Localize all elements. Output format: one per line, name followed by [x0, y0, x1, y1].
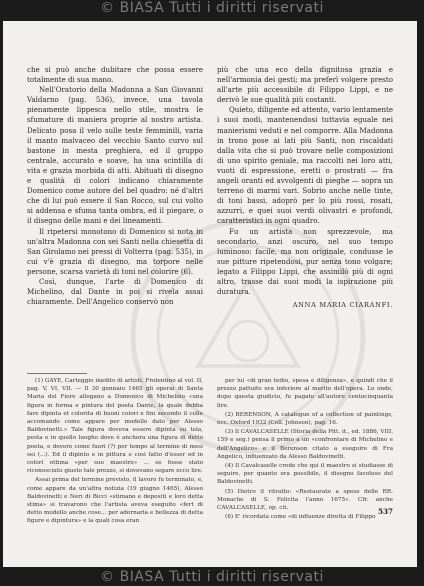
paragraph: Quieto, diligente ed attento, vario lentamente i suoi modi, mantenendosi tuttavia eguale nei manierismi vedutì e nel comporre. Alla Madonna in trono pose ai lati più Santi, non riscaldati dalla vita che si può trovare nelle composizioni di uno spirito geniale, ma raccolti nei loro atti, vuoti di espressione, eretti o prostrati — fra angeli oranti ed avvolgenti di pieghe — sopra un terreno di marmi vari. Sobrio anche nelle tinte, di toni bassi, adoprò per lo più rossi, rosati, azzurri, e quei suoi verdi olivastri e profondi, caratteristici in ogni quadro. [217, 105, 393, 226]
footnote: (3) Il CAVALCASELLE (Storia della Pitt. it., ed. 1886, VIII, 159 e seg.) pensa il primo a un «confrontare di Michelino e dell'Angelico» e il Berenson citato a eseguire di Fra Angelico, influenzato da Alesso Baldovinetti. [217, 429, 393, 460]
footnote: (6) E' ricordata come «di influenze diretta di Filippo [225, 514, 376, 521]
page-number: 537 [377, 507, 393, 516]
footnote: Assai prima del termine previsto, il lavoro fu terminato, e, come appare da un'altra notizia (19 giugno 1465), Alesso Baldovinetti e Neri di Bicci «stimano e depositi e loro detta stima» si travarono che l'artista aveva eseguito «fert di detto modello anche cose... per adornarla e bellezza di detta figure e dipintura» e la quali cosa eran [27, 477, 203, 525]
footnote-divider [27, 373, 87, 374]
footnotes-column-right [217, 377, 393, 522]
document-page [3, 21, 417, 567]
paragraph: più che una eco della dignitosa grazia e nell'armonia dei gesti; ma preferì volgere presto all'arte più accessibile di Filippo Lippi, e ne derivò le sue qualità più costanti. [217, 65, 393, 105]
paragraph: che si può anche dubitare che possa essere totalmente di sua mano. [27, 65, 203, 85]
paragraph: Nell'Oratorio della Madonna a San Giovanni Valdarno (pag. 536), invece, una tavola pienamente lippesca nello stile, mostra le sfumature di maniera proprie al nostro artista. Delicato posa il velo sulle teste femminili, varia il manto malvaceo del vecchio Santo curvo sul bastone in mesta preghiera, ed il gruppo centrale, accurato e soave, ha una scintilla di vita e grazia morbida di atti. Abituati di disegno e qualità di colori indicano chiaramente Domenico come autore del bel quadro: né d'altri che di lui può essere il San Rocco, sul cui volto si addensa e sfuma tanta ombra, ed il piegare, o il disegno delle mani e dei lineamenti. [27, 85, 203, 226]
body-column-left [27, 65, 203, 307]
paragraph: Il ripetersi monotono di Domenico si nota in un'altra Madonna con sei Santi nella chiesetta di San Girolamo nei pressi di Volterra (pag. 535), in cui v'è grazia di disegno, ma torpore nelle persone, scarsa varietà di toni nel colorire (6). [27, 226, 203, 276]
footnote: (1) GAYE, Carteggio inedito di artisti. Frolentino al vol. II, pag. V, VI, VII. — Il 30 gennaio 1465 gli operai di Santa Maria del Fiore allogano a Domenico di Michelino «una figura in forma e pintura del poeta Dante, la quale debba fare dipinta et colorita di buoni colori e fini secondo il colle accomando come appare per modello dato per Alesso Baldovinetti.» Tale figura dovevа essere dipinta su tela, posta e in quello luogho dove è anchora una figura di detto poeta, e dovere come fuori (?) per tempo al termine di mesi sei (...). Ed il dipinto e in pittura e cosi fatto d'esser ed in colori ottima «per suo maestro» ... se fosse stato riconosciuto giusto tale prezzo, si dovevano segare ecco lire. [27, 378, 203, 475]
body-column-right [217, 65, 393, 310]
author-signature: ANNA MARIA CIARANFI. [292, 301, 393, 310]
footnote: (4) Il Cavalcaselle crede che qui il maestro si studiasse di seguire, per quanto era possibile, il disegno favoloso del Baldovinetti. [217, 463, 393, 486]
watermark-bottom: © BIASA Tutti i diritti riservati [100, 569, 324, 585]
watermark-top: © BIASA Tutti i diritti riservati [100, 0, 324, 16]
footnote: (5) Dietro il ritratto: «Restaurato a spese delle RR. Monache di S. Felicita l'anno 1675». Cfr. anche CAVALCASELLE, op. cit. [217, 488, 393, 512]
footnote: (2) BERENSON, A catalogue of a collection of paintings, ecc. Oxford 1932 (Coll. Johnson), pag. 16. [217, 411, 393, 427]
paragraph: Fu un artista non sprezzevole, ma secondario, anzi oscuro, nel suo tempo luminoso: facile, ma non originale, condusse le sue pitture ripetendosi, pur senza tono volgare; legato a Filippo Lippi, che assimilò più di ogni altro, trasse dai suoi modi la ispirazione più duratura. [217, 226, 393, 297]
footnote: per lui «di gran tedio, spesa e diligenza», e quindi che il prezzo pattuito era inferiore al merito dell'opera. Lo onde, dopo questa giudicio, fu pagato all'autore centocinquanta lire. [217, 378, 393, 409]
body-text [27, 65, 395, 365]
paragraph: Così, dunque, l'arte di Domenico di Michelino, dal Dante in poi si rivela assai chiaramente. Dell'Angelico conservò non [27, 276, 203, 307]
footnotes-column-left [27, 377, 203, 527]
